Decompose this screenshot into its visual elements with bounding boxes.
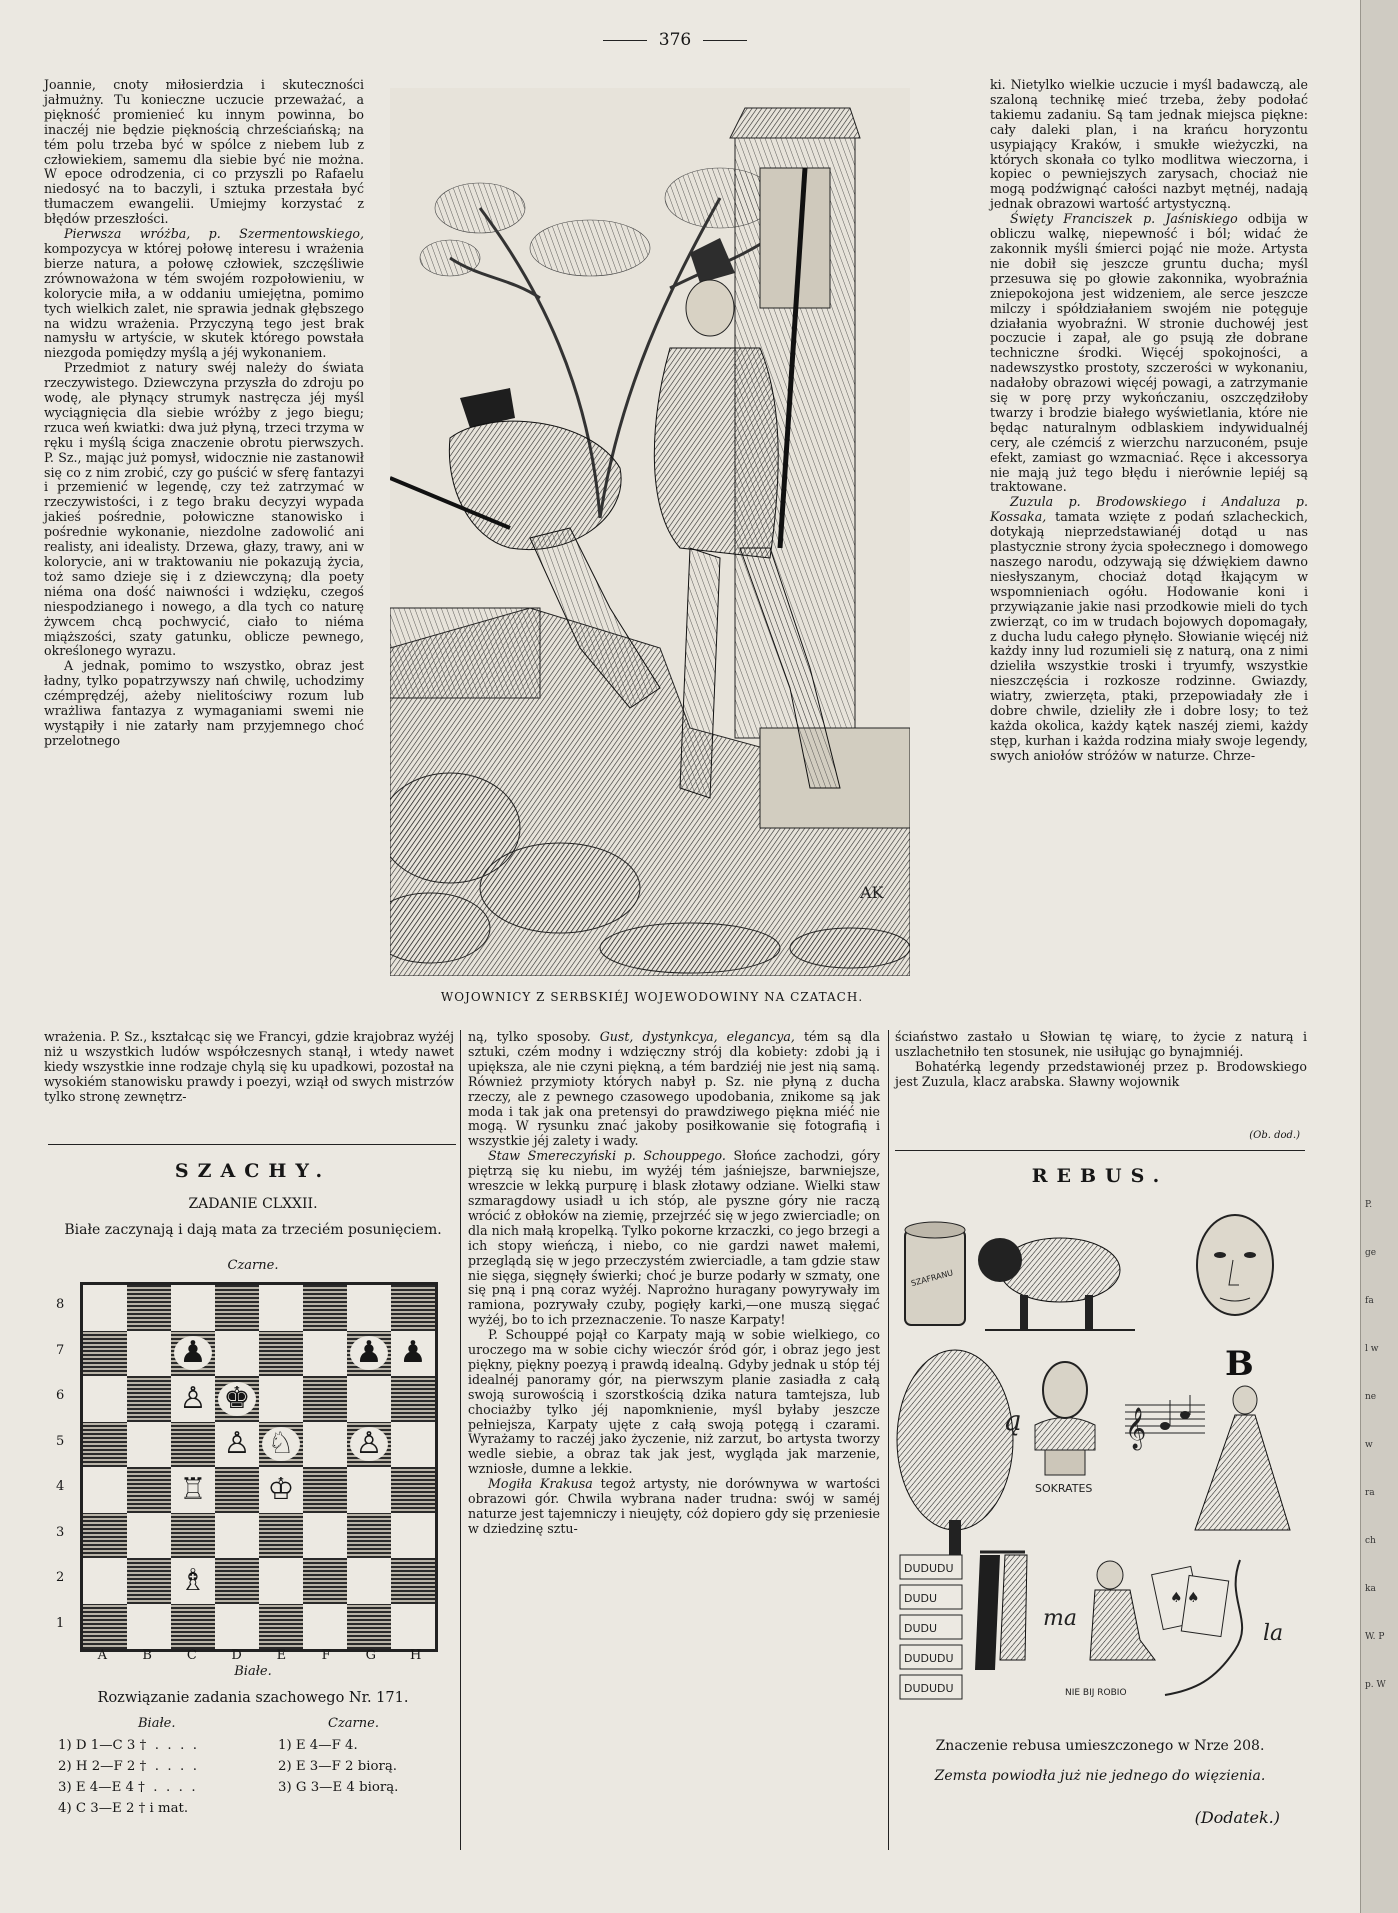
solution-move-row — [58, 1738, 458, 1753]
solution-move-row — [58, 1759, 458, 1774]
chess-square-f5 — [303, 1422, 347, 1468]
chess-square-h5 — [391, 1422, 435, 1468]
chess-square-e2 — [259, 1558, 303, 1604]
file-label: C — [186, 1648, 197, 1663]
paragraph-italic-lead: Mogiła Krakusa — [488, 1476, 593, 1492]
chess-piece-e5: ♘ — [262, 1427, 300, 1461]
chess-piece-c4: ♖ — [174, 1473, 212, 1507]
chess-square-c7 — [171, 1331, 215, 1377]
chess-square-b2 — [127, 1558, 171, 1604]
chess-square-h7 — [391, 1331, 435, 1377]
chess-square-c6 — [171, 1376, 215, 1422]
edge-fragment: ge — [1365, 1248, 1377, 1258]
chess-square-f3 — [303, 1513, 347, 1559]
chess-square-f2 — [303, 1558, 347, 1604]
rebus-music-notes — [1125, 1395, 1205, 1450]
edge-fragment: ne — [1365, 1392, 1377, 1402]
chess-square-b8 — [127, 1285, 171, 1331]
rebus-meaning-note: Znaczenie rebusa umieszczonego w Nrze 208. — [935, 1738, 1265, 1754]
chess-square-a6 — [83, 1376, 127, 1422]
chess-square-e1 — [259, 1604, 303, 1650]
paragraph — [44, 227, 364, 361]
paragraph — [44, 361, 364, 659]
edge-fragment: W. P — [1365, 1632, 1385, 1642]
illustration-caption: WOJOWNICY Z SERBSKIÉJ WOJEWODOWINY NA CZATACH. — [440, 990, 864, 1004]
solution-white-move: 4) C 3—E 2 † i mat. — [58, 1801, 189, 1816]
rank-label: 1 — [56, 1615, 65, 1631]
chess-square-g6 — [347, 1376, 391, 1422]
file-label: B — [142, 1648, 152, 1663]
rebus-letter-a: ą — [1005, 1404, 1022, 1437]
edge-fragment: p. W — [1365, 1680, 1386, 1690]
chess-piece-d5: ♙ — [218, 1427, 256, 1461]
page-number — [590, 30, 760, 50]
rebus-sokrates-label: SOKRATES — [1035, 1482, 1093, 1495]
chess-problem-number: ZADANIE CLXXII. — [188, 1196, 318, 1212]
chess-square-d3 — [215, 1513, 259, 1559]
chess-piece-g5: ♙ — [350, 1427, 388, 1461]
right-column — [990, 78, 1308, 1030]
right-column-wide — [895, 1030, 1307, 1090]
rebus-du-text: DUDUDU — [904, 1682, 954, 1695]
engraving-svg — [390, 88, 910, 976]
paragraph-text: tegoż artysty, nie dorównywa w wartości obrazowi gór. Chwila wybrana nader trudna: swój w saméj naturze jest tajemniczy i nieujęty, cóż dopiero gdy się przeniesie w dziedzinę sztu- — [468, 1476, 881, 1536]
chess-piece-h7: ♟ — [394, 1336, 432, 1370]
file-label: A — [97, 1648, 108, 1663]
paragraph-text: Joannie, cnoty miłosierdzia i skuteczności jałmużny. Tu konieczne uczucie przeważać, a piękność promienieć ku innym powinna, bo inaczéj nie będzie pięknością chrześciańską; na tém polu trzeba być w spólce z niebem lub z człowiekiem, samemu dla siebie być nie można. W epoce odrodzenia, ci co przyszli po Rafaelu niedosyć na to baczyli, i sztuka przestała być tłumaczem ewangelii. Umiejmy korzystać z błędów przeszłości. — [44, 77, 364, 227]
chess-square-g7 — [347, 1331, 391, 1377]
chess-piece-c6: ♙ — [174, 1382, 212, 1416]
solution-white-head: Białe. — [138, 1716, 176, 1731]
chess-square-d7 — [215, 1331, 259, 1377]
solution-black-head: Czarne. — [328, 1716, 379, 1731]
edge-fragment: w — [1365, 1440, 1373, 1450]
chess-square-a8 — [83, 1285, 127, 1331]
rank-label: 8 — [56, 1297, 65, 1313]
chess-square-c5 — [171, 1422, 215, 1468]
file-label: F — [321, 1648, 331, 1663]
chess-square-g2 — [347, 1558, 391, 1604]
edge-fragment: ra — [1365, 1488, 1375, 1498]
chess-square-f8 — [303, 1285, 347, 1331]
paragraph-text: kompozycya w której połowę interesu i wrażenia bierze natura, a połowę człowiek, szczęśliwie zrównoważona w tém swojém rozpołowieniu, w kolorycie miła, a w oddaniu umiejętna, pomimo tych wielkich zalet, nie sprawia jednak głębszego na widzu wrażenia. Przyczyną tego jest brak namysłu w artyście, w skutek którego powstała niezgoda pomiędzy myślą a jéj wykonaniem. — [44, 240, 364, 361]
paragraph-italic-lead: Zuzula p. Brodowskiego i Andaluza p. Kossaka, — [990, 494, 1308, 525]
chess-square-c1 — [171, 1604, 215, 1650]
rebus-du-blocks — [900, 1555, 962, 1699]
edge-fragment: ch — [1365, 1536, 1376, 1546]
rank-label: 6 — [56, 1388, 65, 1404]
paragraph-text: P. Schouppé pojął co Karpaty mają w sobie wielkiego, co uroczego ma w sobie cichy wieczór śród gór, i obraz jego jest piękny, piękny poezyą i prawdą idealną. Gdyby jednak u stóp téj idealnéj panoramy gór, na pierwszym planie zasiadła z całą swoją surowością i szorstkością dzika natura tamtejsza, lub chociażby tylko jéj napomknienie, myśl byłaby jeszcze pełniejsza, Karpaty ujęte z całą swoją potęgą i czarami. Wyrażamy to raczéj jako życzenie, niż zarzut, bo artysta tworzy wedle siebie, a obraz tak jak jest, wygląda jak marzenie, wzniosłe, dumne a lekkie. — [468, 1327, 880, 1477]
chess-square-h6 — [391, 1376, 435, 1422]
page-number-text: 376 — [658, 30, 692, 50]
rebus-picture — [895, 1200, 1305, 1710]
paragraph — [44, 78, 364, 227]
svg-text:♠ ♠: ♠ ♠ — [1170, 1590, 1200, 1606]
chess-square-g4 — [347, 1467, 391, 1513]
solution-black-move: 3) G 3—E 4 biorą. — [278, 1780, 399, 1795]
chess-white-label: Białe. — [234, 1664, 272, 1679]
chess-black-label: Czarne. — [227, 1258, 279, 1273]
rebus-word-ma: ma — [1043, 1606, 1077, 1631]
paragraph — [990, 495, 1308, 763]
rebus-playing-cards — [1152, 1566, 1229, 1636]
chess-square-b4 — [127, 1467, 171, 1513]
paragraph — [468, 1149, 880, 1328]
middle-column — [468, 1030, 880, 1537]
rebus-top-rule — [895, 1150, 1305, 1151]
paragraph — [468, 1328, 880, 1477]
solution-black-move: 1) E 4—F 4. — [278, 1738, 358, 1753]
chess-piece-e4: ♔ — [262, 1473, 300, 1507]
file-label: G — [365, 1648, 377, 1663]
chess-piece-d6: ♚ — [218, 1382, 256, 1416]
paragraph-text: tém są dla sztuki, czém modny i wdzięczny strój dla kobiety: zdobi ją i upiększa, ale nie czyni piękną, a tém bardziéj nie jest nią samą. Również przymioty których nabył p. Sz. nie płyną z ducha rzeczy, ale z pewnego czasowego upodobania, znikome są jak moda i tak jak ona pretensyi do prawdziwego piękna miéć nie mogą. W rysunku znać jakoby posiłkowanie się fotografią i wszystkie jéj zalety i wady. — [468, 1029, 880, 1149]
chess-square-b6 — [127, 1376, 171, 1422]
svg-text:𝄞: 𝄞 — [1125, 1408, 1147, 1449]
chess-square-e6 — [259, 1376, 303, 1422]
chess-square-c2 — [171, 1558, 215, 1604]
paragraph-text: odbija w obliczu walkę, niepewność i ból; widać że zakonnik myśli śmierci pojąć nie może. Artysta nie dobił się jeszcze gruntu ducha; myśl przesuwa się po głowie zakonnika, wyobraźnia zniepokojona jest widzeniem, ale serce jeszcze milczy i spółdziałaniem swojém nie potęguje działania wyobraźni. W stronie duchowéj jest poczucie i zapał, ale go psują złe dobrane techniczne środki. Więcéj spokojności, a nadewszystko prostoty, szczerości w wykonaniu, nadałoby obrazowi więcéj powagi, a zatrzymanie się w porę przy wykończaniu, oszczędziłoby twarzy i brodzie białego wyświetlania, które nie będąc naturalnym odblaskiem indywidualnéj cery, ale czémciś z wierzchu narzuconém, psuje efekt, zamiast go wzmacniać. Ręce i akcessorya nie mają już tego błędu i nierównie lepiéj są traktowane. — [990, 211, 1308, 495]
solution-white-move: 1) D 1—C 3 † . . . . — [58, 1738, 197, 1753]
chess-square-h3 — [391, 1513, 435, 1559]
file-label: H — [409, 1648, 422, 1663]
rebus-answer: Zemsta powiodła już nie jednego do więzienia. — [934, 1768, 1266, 1784]
svg-text:AK: AK — [860, 883, 884, 902]
chess-square-d8 — [215, 1285, 259, 1331]
solution-white-move: 2) H 2—F 2 † . . . . — [58, 1759, 197, 1774]
chess-square-h4 — [391, 1467, 435, 1513]
chess-square-g3 — [347, 1513, 391, 1559]
chess-square-g1 — [347, 1604, 391, 1650]
rank-label: 4 — [56, 1479, 65, 1495]
chess-square-c3 — [171, 1513, 215, 1559]
paragraph-italic-lead: Święty Franciszek p. Jaśniskiego — [1010, 211, 1238, 227]
rebus-du-text: DUDU — [904, 1592, 938, 1605]
solution-white-move: 3) E 4—E 4 † . . . . — [58, 1780, 196, 1795]
paragraph-text: Przedmiot z natury swéj należy do świata rzeczywistego. Dziewczyna przyszła do zdroju po wodę, ale płynący strumyk nastręcza jéj myśl wyciągnięcia dla siebie wróżby z jego biegu; rzuca weń kwiatki: dwa już płyną, trzeci trzyma w ręku i myślą ściga znaczenie obrotu pierwszych. P. Sz., mając już pomysł, widocznie nie zastanowił się co z nim zrobić, czy go puścić w sferę fantazyi i przemienić w legendę, czy też zatrzymać w rzeczywistości, i z tego braku decyzyi wypada jakieś pośrednie, połowiczne stanowisko i pośrednie wykonanie, niezdolne zadowolić ani realisty, ani idealisty. Drzewa, głazy, trawy, ani w kolorycie, ani w traktowaniu nie pokazują życia, toż samo dzieje się i z dziewczyną; dla poety niéma ona dość naiwności i wdzięku, czegoś niespodzianego i nowego, a dla tych co naturę żywcem chcą pochwycić, ciało to niéma miąższości, szaty gatunku, oblicze pewnego, określonego wyrazu. — [44, 360, 364, 659]
rebus-sitting-boy — [1065, 1561, 1155, 1698]
chess-square-e4 — [259, 1467, 303, 1513]
solution-move-row — [58, 1780, 458, 1795]
chess-square-a7 — [83, 1331, 127, 1377]
rebus-du-text: DUDU — [904, 1622, 938, 1635]
rank-label: 2 — [56, 1570, 65, 1586]
paragraph-italic-lead: Pierwsza wróżba, p. Szermentowskiego, — [64, 226, 364, 242]
left-column — [44, 78, 364, 1030]
chess-square-c8 — [171, 1285, 215, 1331]
chess-square-f1 — [303, 1604, 347, 1650]
chess-square-e3 — [259, 1513, 303, 1559]
rank-label: 7 — [56, 1342, 65, 1358]
paragraph — [44, 659, 364, 748]
chess-section-title: SZACHY. — [174, 1160, 332, 1182]
chess-square-a5 — [83, 1422, 127, 1468]
chess-file-labels — [80, 1648, 438, 1663]
rebus-bison — [978, 1238, 1135, 1330]
file-label: E — [276, 1648, 287, 1663]
chess-square-b3 — [127, 1513, 171, 1559]
edge-fragment: l w — [1365, 1344, 1379, 1354]
chess-square-e8 — [259, 1285, 303, 1331]
chess-rank-labels — [56, 1282, 72, 1646]
left-column-wide — [44, 1030, 454, 1105]
column-divider-right — [888, 1030, 889, 1850]
paragraph — [468, 1030, 880, 1149]
right-last-paragraph: Bohatérką legendy przedstawionéj przez p. Brodowskiego jest Zuzula, klacz arabska. Sławny wojownik — [895, 1058, 1307, 1089]
chess-instruction: Białe zaczynają i dają mata za trzeciém posunięciem. — [64, 1222, 442, 1238]
right-wide-paragraph: ściaństwo zastało u Słowian tę wiarę, to życie z naturą i uszlachetniło ten stosunek, nie usiłując go bynajmniéj. — [895, 1029, 1307, 1059]
chess-square-h1 — [391, 1604, 435, 1650]
solution-black-move: 2) E 3—F 2 biorą. — [278, 1759, 397, 1774]
paragraph — [468, 1477, 880, 1537]
chess-square-b7 — [127, 1331, 171, 1377]
svg-text:SZAFRANU: SZAFRANU — [910, 1268, 955, 1289]
column-divider-left — [460, 1030, 461, 1850]
chess-board — [80, 1282, 438, 1652]
chess-square-b5 — [127, 1422, 171, 1468]
chess-piece-c7: ♟ — [174, 1336, 212, 1370]
rebus-du-text: DUDUDU — [904, 1652, 954, 1665]
paragraph-text: ki. Nietylko wielkie uczucie i myśl badawczą, ale szaloną technikę mieć trzeba, żeby podołać takiemu zadaniu. Są tam jednak miejsca piękne: cały daleki plan, i na krańcu horyzontu usypiający Kraków, i smukłe wieżyczki, na których skonała co tylko modlitwa wieczorna, i kopiec o pewniejszych zarysach, chociaż nie mogą podźwignąć całości nazbyt mętnéj, nadają jednak obrazowi wartość artystyczną. — [990, 77, 1308, 212]
chess-square-d1 — [215, 1604, 259, 1650]
rebus-letter-b: B — [1225, 1344, 1254, 1384]
rebus-section-title: REBUS. — [1031, 1165, 1169, 1187]
rebus-lady-figure — [1195, 1386, 1290, 1530]
rebus-svg — [895, 1200, 1305, 1710]
chess-square-c4 — [171, 1467, 215, 1513]
rank-label: 3 — [56, 1524, 65, 1540]
rank-label: 5 — [56, 1433, 65, 1449]
chess-piece-c2: ♗ — [174, 1564, 212, 1598]
chess-square-h8 — [391, 1285, 435, 1331]
chess-square-h2 — [391, 1558, 435, 1604]
chess-square-a1 — [83, 1604, 127, 1650]
paragraph-italic-lead: Staw Smereczyński p. Schouppego. — [488, 1148, 726, 1164]
chess-square-a4 — [83, 1467, 127, 1513]
chess-square-d2 — [215, 1558, 259, 1604]
continuation-note: (Dodatek.) — [1194, 1808, 1280, 1827]
chess-square-d4 — [215, 1467, 259, 1513]
rebus-hanging-clothes — [975, 1552, 1027, 1670]
chess-square-f6 — [303, 1376, 347, 1422]
rebus-jar — [905, 1222, 965, 1325]
edge-fragment: fa — [1365, 1296, 1374, 1306]
chess-square-g8 — [347, 1285, 391, 1331]
chess-square-f7 — [303, 1331, 347, 1377]
chess-square-f4 — [303, 1467, 347, 1513]
engraving-warriors — [390, 88, 910, 976]
paragraph-text: tamata wzięte z podań szlacheckich, dotykają nieprzedstawianéj dotąd u nas plastycznie strony życia społecznego i domowego naszego narodu, odzywają się dźwiękiem dawno niesłyszanym, chociaż dotąd łkającym w wspomnieniach ogółu. Hodowanie koni i przywiązanie jakie nasi przodkowie mieli do tych zwierząt, co im w trudach bojowych dopomagały, z ducha ludu całego płynęło. Słowianie więcéj niż każdy inny lud rozumieli się z naturą, ona z nimi dzieliła wszystkie troski i tryumfy, wszystkie nieszczęścia i rozkosze rodzinne. Gwiazdy, wiatry, zwierzęta, ptaki, przepowiadały złe i dobre chwile, dzieliły złe i dobre losy; to też każda okolica, każdy kątek naszéj ziemi, każdy stęp, kurhan i każda rodzina miały swoje legendy, swych aniołów stróżów w naturze. Chrze- — [990, 509, 1308, 763]
file-label: D — [231, 1648, 242, 1663]
solution-move-row — [58, 1801, 458, 1816]
rebus-du-text: DUDUDU — [904, 1562, 954, 1575]
rebus-board-label: NIE BIJ ROBIO — [1065, 1688, 1127, 1698]
chess-square-a2 — [83, 1558, 127, 1604]
chess-piece-g7: ♟ — [350, 1336, 388, 1370]
chess-square-a3 — [83, 1513, 127, 1559]
edge-fragment: P. — [1365, 1200, 1373, 1210]
edge-fragment: ka — [1365, 1584, 1376, 1594]
chess-top-rule — [48, 1144, 456, 1145]
paragraph-italic-phrase: Gust, dystynkcya, elegancya, — [599, 1029, 795, 1044]
paragraph-text: ną, tylko sposoby. — [468, 1029, 600, 1044]
rebus-word-la: la — [1263, 1621, 1284, 1646]
paragraph-text: A jednak, pomimo to wszystko, obraz jest ładny, tylko popatrzywszy nań chwilę, uchodzimy czémprędzéj, ażeby nielitościwy rozum lub wrażliwa fantazya z wymaganiami swemi nie wystąpiły i nie zatarły nam przyjemnego choć przelotnego — [44, 658, 364, 748]
chess-square-d6 — [215, 1376, 259, 1422]
chess-square-d5 — [215, 1422, 259, 1468]
paragraph — [990, 212, 1308, 495]
paragraph — [990, 78, 1308, 212]
paragraph-text: Słońce zachodzi, góry piętrzą się ku niebu, im wyżéj tém jaśniejsze, barwniejsze, wreszcie w lekką purpurę i blask złotawy odziane. Wielki staw szmaragdowy usiadł u ich stóp, ale pyszne góry nie raczą wrócić z obłoków na ziemię, przejrzéć się w jego zwierciadle; on dla nich małą kropelką. Tylko pokorne krzaczki, co jego brzegi a ich stopy wieńczą, i niebo, co nie gardzi nawet małemi, przeglądą się w jego przeczystém zwierciadle, a tam gdzie staw nie sięga, sięgnęły świerki; choć je burze podarły w szmaty, one się pną i pną coraz wyżéj. Naprożno huragany powyrywały im ramiona, pozrywały czuby, pogięły karki,—one muszą sięgać wyżéj, bo to ich przeznaczenie. To nasze Karpaty! — [468, 1148, 880, 1328]
rebus-sokrates-bust — [1035, 1362, 1095, 1495]
chess-square-g5 — [347, 1422, 391, 1468]
chess-square-e5 — [259, 1422, 303, 1468]
rebus-tree — [897, 1350, 1013, 1560]
continued-note: (Ob. dod.) — [1249, 1130, 1300, 1141]
left-wide-paragraph: wrażenia. P. Sz., kształcąc się we Francyi, gdzie krajobraz wyżéj niż u wszystkich ludów współczesnych stanął, i wtedy nawet kiedy wszystkie inne rodzaje chylą się ku upadkowi, pozostał na wysokiém stanowisku prawdy i poezyi, wziął od swych mistrzów tylko stronę zewnętrz- — [44, 1029, 455, 1104]
chess-solution-title: Rozwiązanie zadania szachowego Nr. 171. — [97, 1690, 409, 1706]
chess-square-e7 — [259, 1331, 303, 1377]
chess-square-b1 — [127, 1604, 171, 1650]
rebus-face — [1197, 1215, 1273, 1315]
next-page-edge — [1360, 0, 1398, 1913]
